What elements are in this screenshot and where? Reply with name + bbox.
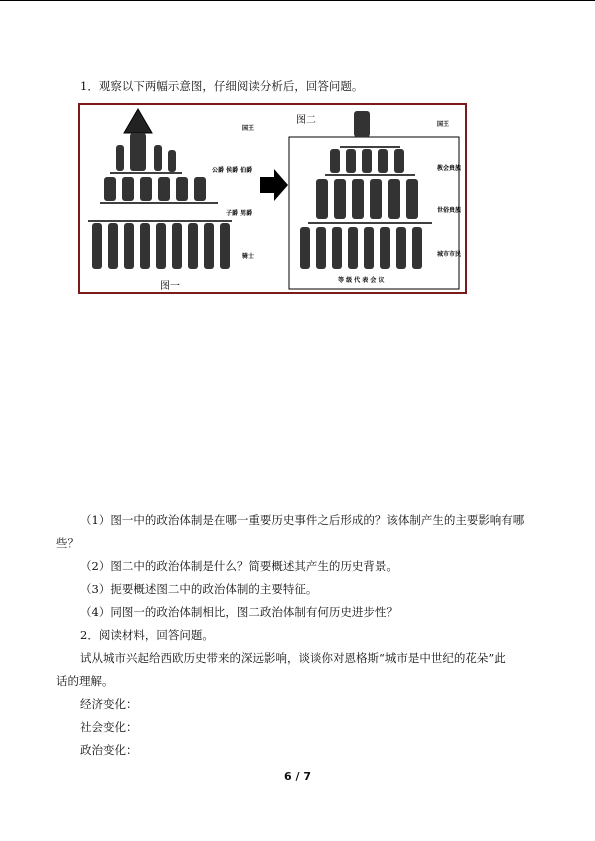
figure-illustration [80,105,465,292]
fig1-figures [92,133,230,269]
fig1-label-king: 国王 [242,125,255,132]
subquestion-2: （2）图二中的政治体制是什么？简要概述其产生的历史背景。 [80,559,398,573]
material-line-1: 试从城市兴起给西欧历史带来的深远影响，谈谈你对恩格斯“城市是中世纪的花朵”此 [80,651,506,665]
question-1-prompt: 1．观察以下两幅示意图，仔细阅读分析后，回答问题。 [80,79,364,93]
fig2-label-burghers: 城市市民 [437,251,462,258]
feudal-hierarchy-figure [78,103,467,294]
page-number: 6 / 7 [284,770,311,783]
subquestion-1: （1）图一中的政治体制是在哪一重要历史事件之后形成的？该体制产生的主要影响有哪 [80,513,525,527]
fig1-label-viscounts: 子爵 男爵 [226,210,253,217]
material-line-2: 话的理解。 [56,674,114,688]
right-arrow-icon [260,169,288,201]
fig2-figures [300,111,422,269]
answer-political: 政治变化： [80,743,138,757]
subquestion-3: （3）扼要概述图二中的政治体制的主要特征。 [80,582,318,596]
fig2-label-nobility: 世俗贵族 [437,207,462,214]
top-rule [0,0,595,1]
fig2-label-clergy: 教会贵族 [437,165,462,172]
fig2-bottom-label: 等 级 代 表 会 议 [338,277,385,284]
answer-social: 社会变化： [80,720,138,734]
answer-economic: 经济变化： [80,697,138,711]
fig2-label-king: 国王 [437,121,450,128]
fig1-label-knights: 骑士 [242,253,255,260]
question-2-prompt: 2．阅读材料，回答问题。 [80,628,214,642]
fig1-label-dukes: 公爵 侯爵 伯爵 [212,167,253,174]
subquestion-4: （4）同图一的政治体制相比，图二政治体制有何历史进步性？ [80,605,398,619]
fig1-caption: 图一 [160,281,180,292]
subquestion-1-cont: 些？ [56,536,79,550]
fig2-caption: 图二 [296,115,316,126]
